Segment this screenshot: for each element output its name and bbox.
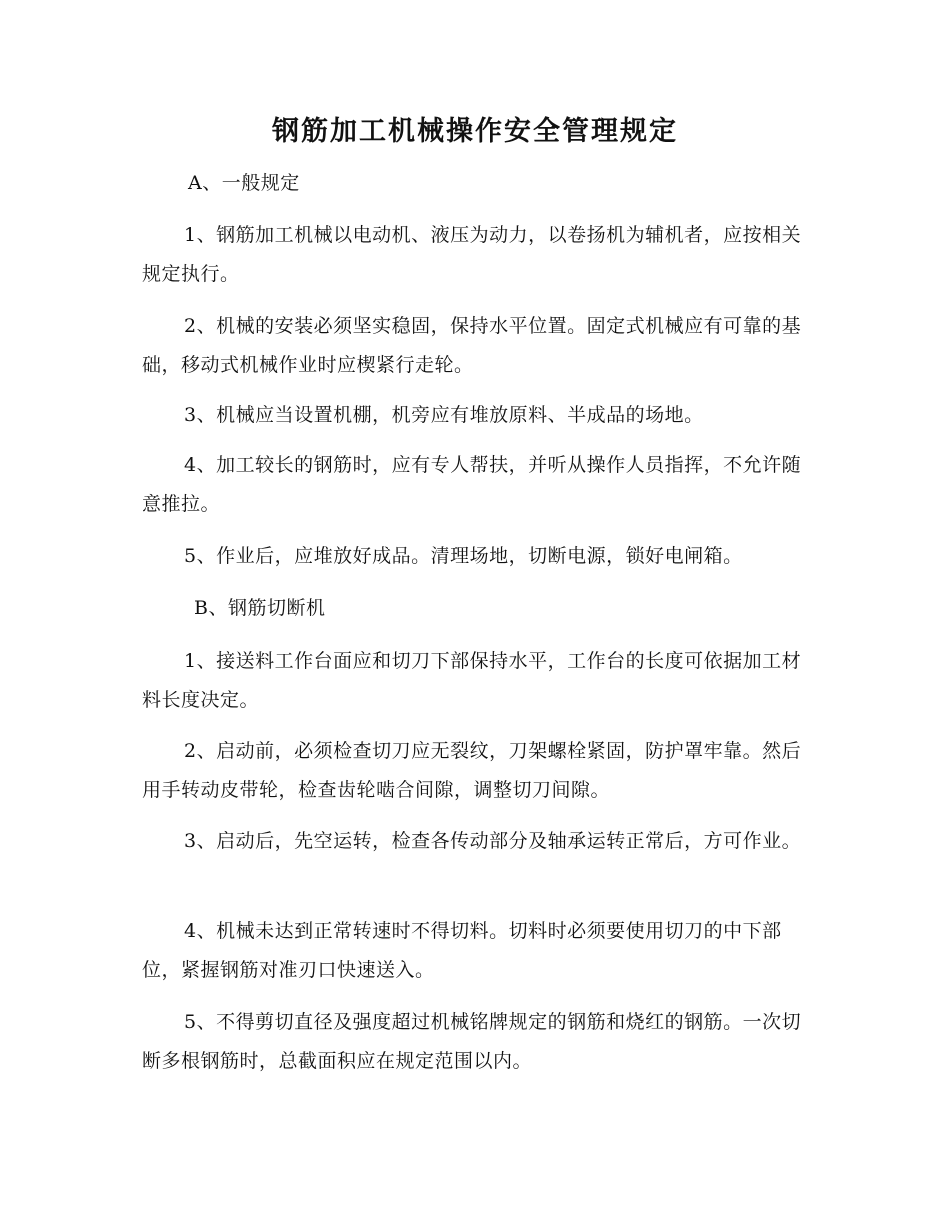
section-b-item-3: 3、启动后，先空运转，检查各传动部分及轴承运转正常后，方可作业。 (184, 830, 802, 852)
section-b-item-1: 1、接送料工作台面应和切刀下部保持水平，工作台的长度可依据加工材料长度决定。 (142, 650, 802, 711)
section-a-item-4: 4、加工较长的钢筋时，应有专人帮扶，并听从操作人员指挥，不允许随意推拉。 (142, 454, 802, 515)
section-a-item-2: 2、机械的安装必须坚实稳固，保持水平位置。固定式机械应有可靠的基础，移动式机械作业时应楔紧行走轮。 (142, 315, 802, 376)
section-b-item-5: 5、不得剪切直径及强度超过机械铭牌规定的钢筋和烧红的钢筋。一次切断多根钢筋时，总截面积应在规定范围以内。 (142, 1011, 802, 1072)
section-a-item-1: 1、钢筋加工机械以电动机、液压为动力，以卷扬机为辅机者，应按相关规定执行。 (142, 224, 802, 285)
section-b-item-4: 4、机械未达到正常转速时不得切料。切料时必须要使用切刀的中下部位，紧握钢筋对准刃口快速送入。 (142, 920, 782, 981)
section-b-item-2: 2、启动前，必须检查切刀应无裂纹，刀架螺栓紧固，防护罩牢靠。然后用手转动皮带轮，检查齿轮啮合间隙，调整切刀间隙。 (142, 740, 802, 801)
section-a-item-3: 3、机械应当设置机棚，机旁应有堆放原料、半成品的场地。 (184, 404, 704, 426)
section-heading-b: B、钢筋切断机 (194, 597, 326, 619)
section-a-item-5: 5、作业后，应堆放好成品。清理场地，切断电源，锁好电闸箱。 (184, 545, 743, 567)
section-heading-a: A、一般规定 (188, 172, 300, 194)
document-title: 钢筋加工机械操作安全管理规定 (272, 116, 678, 147)
